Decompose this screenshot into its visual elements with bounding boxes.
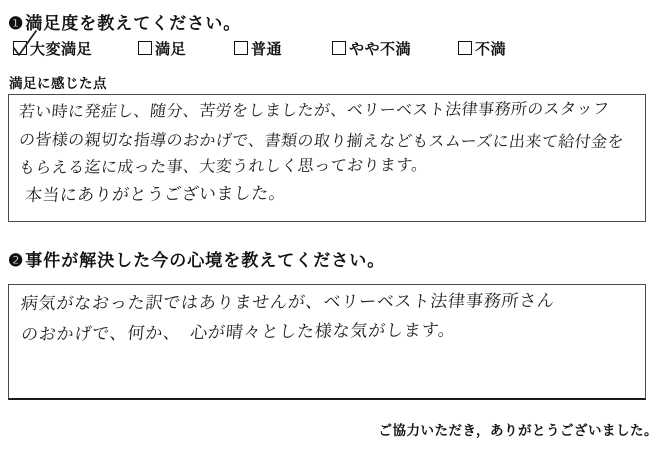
handwritten-line: の皆様の親切な指導のおかげで、書類の取り揃えなどもスムーズに出来て給付金を	[18, 130, 625, 152]
handwritten-line: もらえる迄に成った事、大変うれしく思っております。	[18, 155, 429, 178]
option-label: やや不満	[349, 41, 412, 58]
question2-heading	[8, 246, 385, 271]
option-very-satisfied[interactable]	[13, 38, 92, 58]
handwritten-line: のおかげで、何か、 心が晴々とした様な気がします。	[20, 320, 457, 346]
checkbox-dissatisfied[interactable]	[458, 41, 472, 55]
handwritten-check-icon	[11, 29, 39, 59]
question2-number-badge: ❷	[8, 251, 25, 270]
option-dissatisfied[interactable]	[458, 38, 506, 58]
option-somewhat-dissatisfied[interactable]	[332, 38, 411, 58]
handwritten-line: 若い時に発症し、随分、苦労をしましたが、ベリーベスト法律事務所のスタッフ	[17, 98, 611, 122]
handwritten-line: 病気がなおった訳ではありませんが、ベリーベスト法律事務所さん	[19, 291, 556, 315]
satisfaction-answer-box	[8, 94, 646, 222]
option-label: 不満	[475, 41, 507, 58]
question2-title: 事件が解決した今の心境を教えてください。	[25, 251, 386, 270]
checkbox-satisfied[interactable]	[138, 41, 152, 55]
satisfaction-points-label: 満足に感じた点	[9, 76, 107, 91]
satisfaction-options-row	[0, 38, 668, 60]
footer-thanks-text: ご協力いただき，ありがとうございました。	[378, 423, 658, 438]
checkbox-neutral[interactable]	[234, 41, 248, 55]
question1-number-badge: ❶	[8, 14, 25, 33]
checkbox-very-satisfied[interactable]	[13, 41, 27, 55]
handwritten-line: 本当にありがとうございました。	[24, 183, 287, 207]
option-label: 大変満足	[30, 41, 93, 58]
checkbox-somewhat-dissatisfied[interactable]	[332, 41, 346, 55]
option-satisfied[interactable]	[138, 38, 186, 58]
feelings-answer-box	[8, 284, 646, 400]
option-label: 普通	[251, 41, 283, 58]
option-neutral[interactable]	[234, 38, 282, 58]
question1-title: 満足度を教えてください。	[25, 14, 242, 33]
question1-heading	[8, 9, 241, 34]
option-label: 満足	[155, 41, 187, 58]
